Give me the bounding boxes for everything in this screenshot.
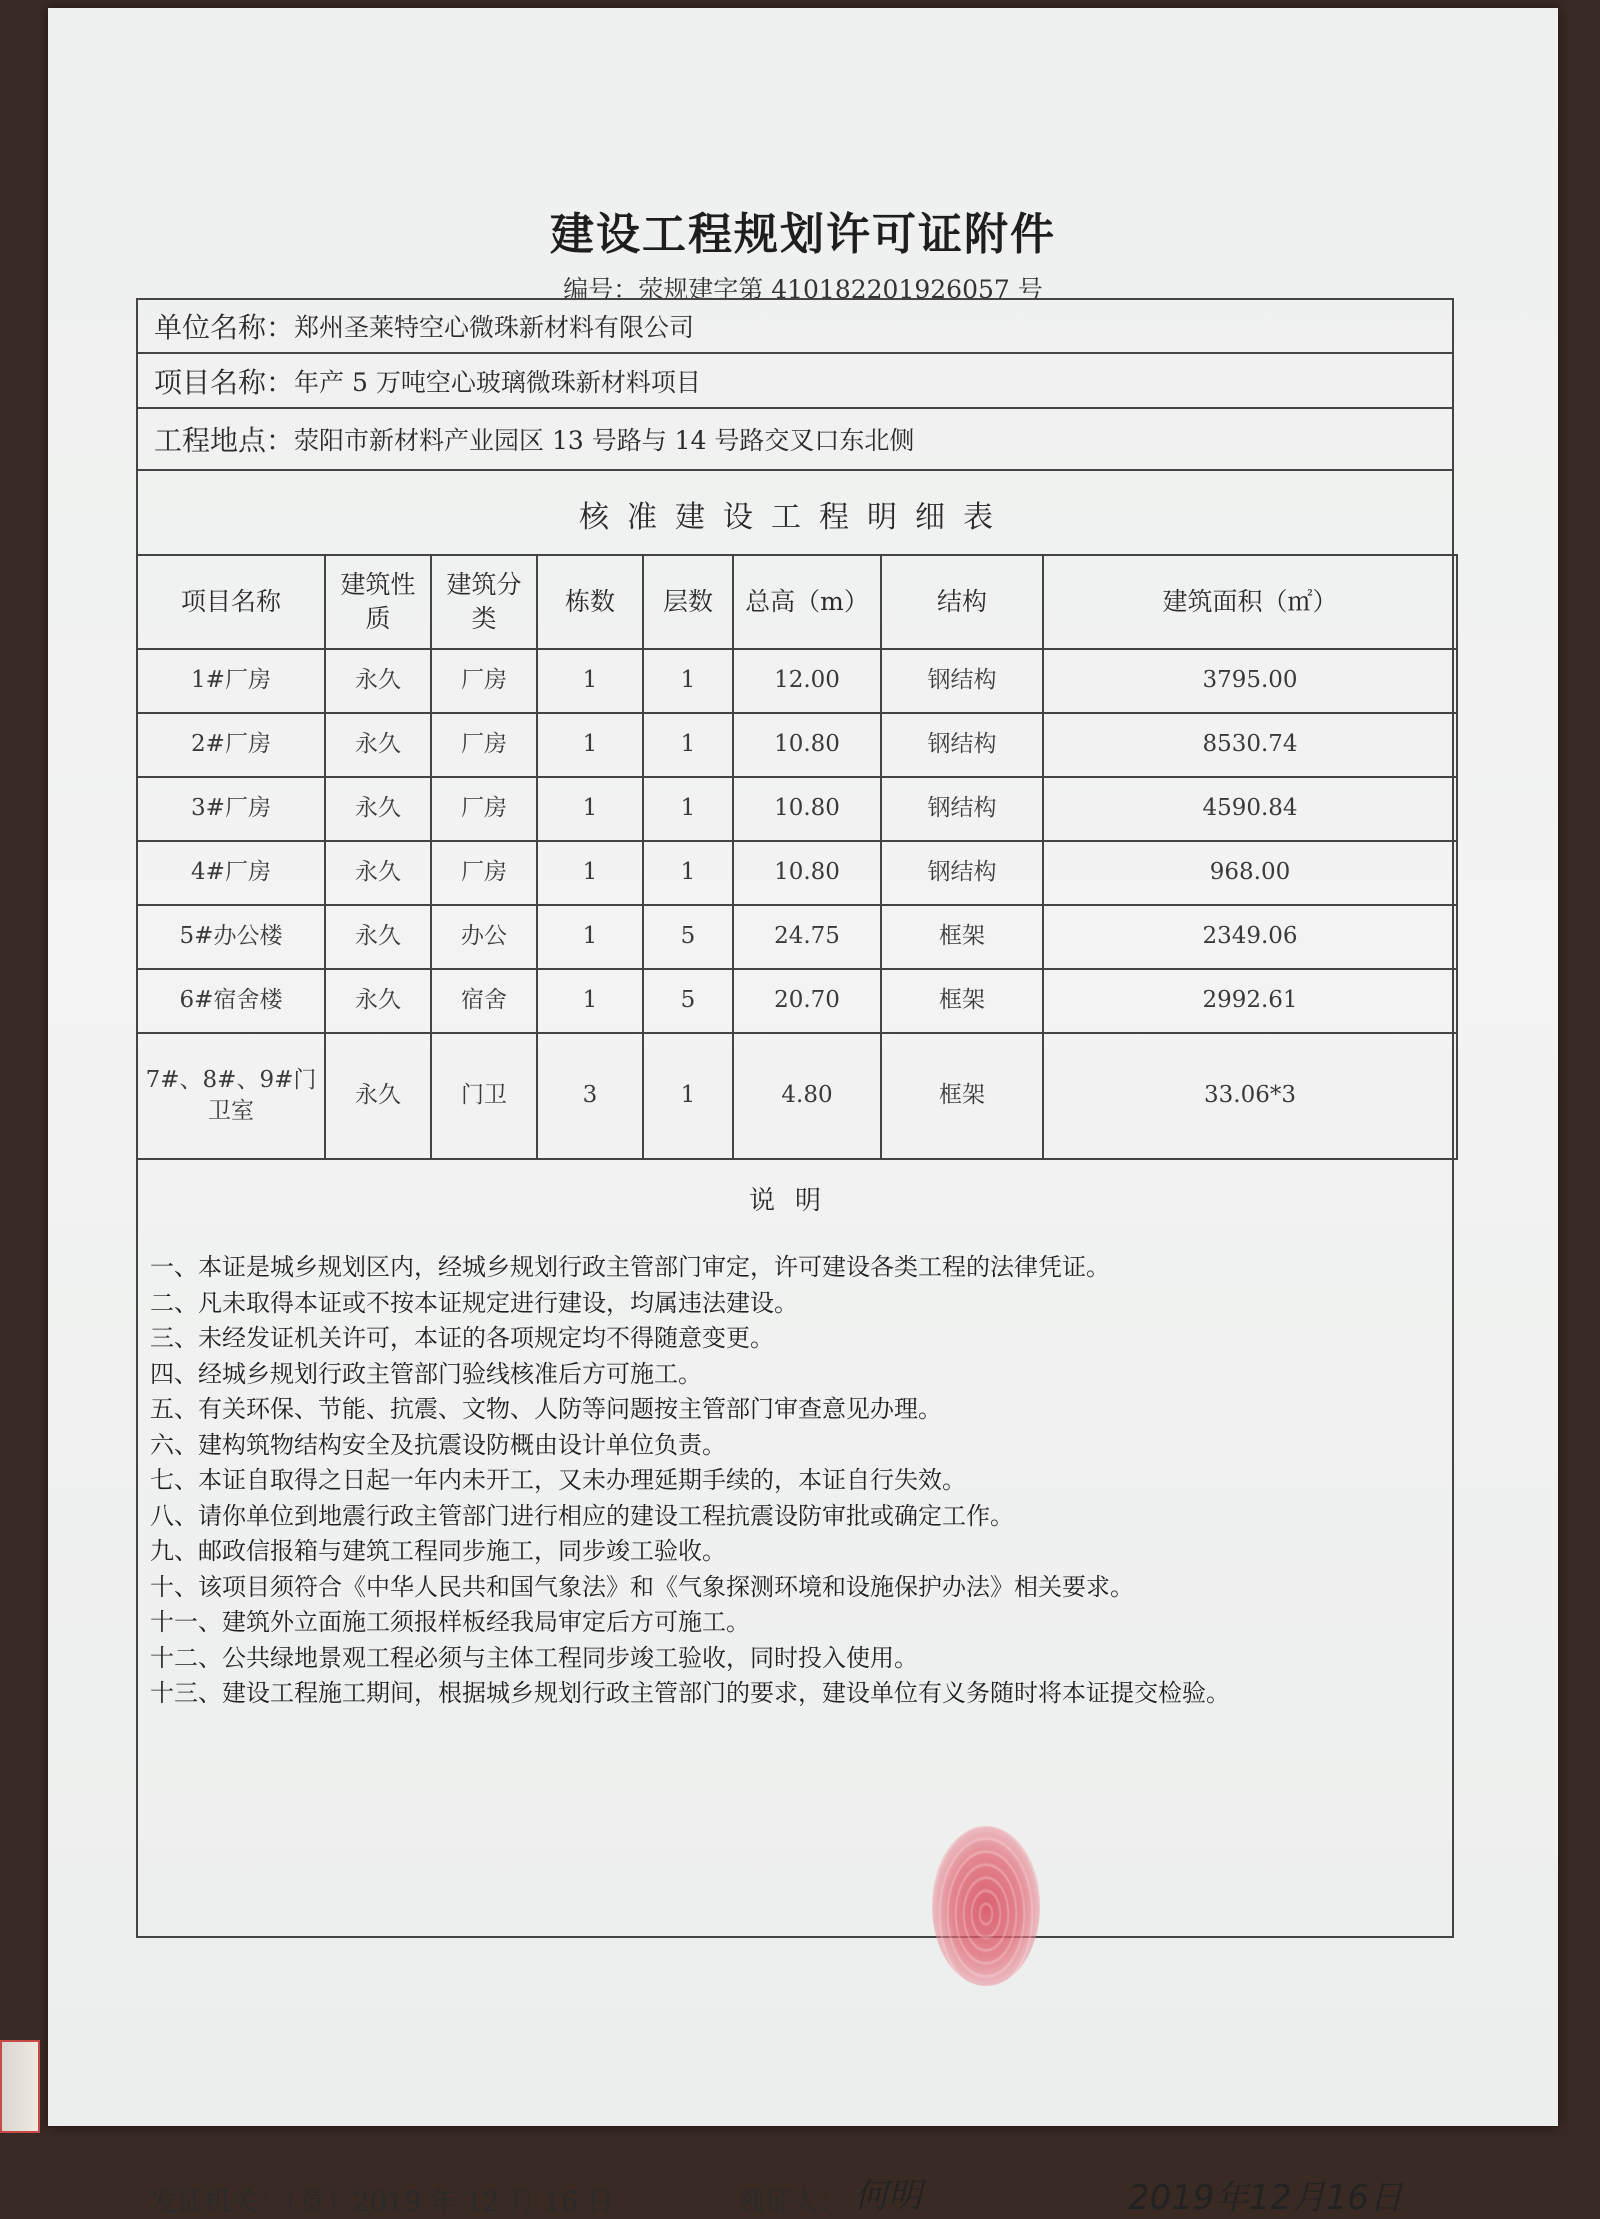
- column-header: 建筑分类: [431, 555, 537, 649]
- table-cell: 钢结构: [881, 713, 1043, 777]
- note-item: 十三、建设工程施工期间，根据城乡规划行政主管部门的要求，建设单位有义务随时将本证提交检验。: [150, 1679, 1230, 1707]
- table-cell: 4#厂房: [137, 841, 325, 905]
- table-row: [137, 777, 1457, 841]
- note-item: 五、有关环保、节能、抗震、文物、人防等问题按主管部门审查意见办理。: [150, 1395, 942, 1423]
- table-cell: 钢结构: [881, 841, 1043, 905]
- column-header: 结构: [881, 555, 1043, 649]
- column-header: 项目名称: [137, 555, 325, 649]
- project-site-label: 工程地点：: [154, 424, 295, 457]
- table-cell: 永久: [325, 649, 431, 713]
- notes-list: [150, 1250, 1230, 1712]
- table-cell: 1: [643, 649, 733, 713]
- note-item: 十、该项目须符合《中华人民共和国气象法》和《气象探测环境和设施保护办法》相关要求。: [150, 1572, 1134, 1601]
- table-cell: 永久: [325, 841, 431, 905]
- table-cell: 8530.74: [1043, 713, 1457, 777]
- table-cell: 7#、8#、9#门卫室: [137, 1033, 325, 1159]
- column-header: 栋数: [537, 555, 643, 649]
- table-cell: 4590.84: [1043, 777, 1457, 841]
- fingerprint-ridges: [932, 1826, 1040, 1986]
- table-cell: 4.80: [733, 1033, 881, 1159]
- table-header-row: [137, 555, 1457, 649]
- table-cell: 宿舍: [431, 969, 537, 1033]
- column-header: 总高（m）: [733, 555, 881, 649]
- project-name-label: 项目名称：: [154, 365, 295, 399]
- issuer-line: 发证机关：（章）2019 年 12 月 16 日: [150, 2187, 614, 2218]
- table-cell: 2#厂房: [137, 713, 325, 777]
- handwritten-date: 2019年12月16日: [1128, 2178, 1404, 2218]
- table-cell: 3#厂房: [137, 777, 325, 841]
- document-page: [48, 8, 1558, 2218]
- table-cell: 永久: [325, 713, 431, 777]
- table-cell: 永久: [325, 1033, 431, 1159]
- table-cell: 6#宿舍楼: [137, 969, 325, 1033]
- table-cell: 永久: [325, 969, 431, 1033]
- note-item: 三、未经发证机关许可，本证的各项规定均不得随意变更。: [150, 1324, 774, 1352]
- document-title: 建设工程规划许可证附件: [550, 209, 1056, 260]
- table-cell: 5#办公楼: [137, 905, 325, 969]
- project-site-row: [138, 409, 1452, 471]
- table-cell: 门卫: [431, 1033, 537, 1159]
- table-cell: 钢结构: [881, 649, 1043, 713]
- table-cell: 框架: [881, 969, 1043, 1033]
- unit-name-value: 郑州圣莱特空心微珠新材料有限公司: [294, 313, 695, 342]
- table-cell: 厂房: [431, 713, 537, 777]
- table-title: 核准建设工程明细表: [579, 500, 1011, 535]
- table-cell: 968.00: [1043, 841, 1457, 905]
- table-cell: 10.80: [733, 777, 881, 841]
- table-cell: 33.06*3: [1043, 1033, 1457, 1159]
- project-name-row: [138, 354, 1452, 409]
- table-cell: 3795.00: [1043, 649, 1457, 713]
- table-cell: 框架: [881, 1033, 1043, 1159]
- table-cell: 1: [537, 969, 643, 1033]
- table-cell: 1: [537, 905, 643, 969]
- table-cell: 5: [643, 969, 733, 1033]
- recipient-signature: 何明: [854, 2176, 922, 2216]
- unit-name-row: [138, 300, 1452, 354]
- table-cell: 办公: [431, 905, 537, 969]
- table-cell: 厂房: [431, 841, 537, 905]
- table-cell: 2992.61: [1043, 969, 1457, 1033]
- table-cell: 1: [643, 777, 733, 841]
- recipient-label: 领证人：: [738, 2187, 846, 2218]
- table-row: [137, 905, 1457, 969]
- table-cell: 永久: [325, 777, 431, 841]
- note-item: 一、本证是城乡规划区内，经城乡规划行政主管部门审定，许可建设各类工程的法律凭证。: [150, 1253, 1110, 1281]
- table-row: [137, 841, 1457, 905]
- unit-name-label: 单位名称：: [154, 311, 295, 344]
- table-row: [137, 1033, 1457, 1159]
- table-cell: 厂房: [431, 777, 537, 841]
- table-cell: 2349.06: [1043, 905, 1457, 969]
- table-cell: 12.00: [733, 649, 881, 713]
- note-item: 六、建构筑物结构安全及抗震设防概由设计单位负责。: [150, 1430, 726, 1459]
- table-cell: 1: [643, 841, 733, 905]
- table-cell: 框架: [881, 905, 1043, 969]
- table-row: [137, 969, 1457, 1033]
- permit-frame: [136, 298, 1454, 2218]
- note-item: 九、邮政信报箱与建筑工程同步施工，同步竣工验收。: [150, 1537, 726, 1565]
- table-cell: 20.70: [733, 969, 881, 1033]
- table-cell: 1: [537, 649, 643, 713]
- document-number: 编号：荥规建字第 410182201926057 号: [563, 275, 1043, 304]
- table-cell: 永久: [325, 905, 431, 969]
- note-item: 十一、建筑外立面施工须报样板经我局审定后方可施工。: [150, 1608, 750, 1636]
- table-cell: 1: [537, 713, 643, 777]
- building-detail-table: [136, 554, 1458, 1160]
- column-header: 建筑面积（㎡）: [1043, 555, 1457, 649]
- table-cell: 1#厂房: [137, 649, 325, 713]
- table-cell: 10.80: [733, 841, 881, 905]
- note-item: 四、经城乡规划行政主管部门验线核准后方可施工。: [150, 1359, 702, 1388]
- note-item: 十二、公共绿地景观工程必须与主体工程同步竣工验收，同时投入使用。: [150, 1643, 918, 1672]
- table-cell: 1: [643, 713, 733, 777]
- table-row: [137, 649, 1457, 713]
- table-cell: 厂房: [431, 649, 537, 713]
- table-cell: 1: [537, 777, 643, 841]
- table-cell: 钢结构: [881, 777, 1043, 841]
- column-header: 建筑性质: [325, 555, 431, 649]
- table-cell: 1: [643, 1033, 733, 1159]
- note-item: 七、本证自取得之日起一年内未开工，又未办理延期手续的，本证自行失效。: [150, 1466, 966, 1494]
- column-header: 层数: [643, 555, 733, 649]
- table-cell: 1: [537, 841, 643, 905]
- project-site-value: 荥阳市新材料产业园区 13 号路与 14 号路交叉口东北侧: [294, 426, 915, 455]
- edge-tag: [0, 2040, 40, 2133]
- table-cell: 10.80: [733, 713, 881, 777]
- table-cell: 3: [537, 1033, 643, 1159]
- table-row: [137, 713, 1457, 777]
- project-name-value: 年产 5 万吨空心玻璃微珠新材料项目: [294, 367, 701, 397]
- notes-title: 说明: [748, 1186, 841, 1216]
- note-item: 二、凡未取得本证或不按本证规定进行建设，均属违法建设。: [150, 1288, 798, 1317]
- table-cell: 24.75: [733, 905, 881, 969]
- table-cell: 5: [643, 905, 733, 969]
- note-item: 八、请你单位到地震行政主管部门进行相应的建设工程抗震设防审批或确定工作。: [150, 1501, 1014, 1530]
